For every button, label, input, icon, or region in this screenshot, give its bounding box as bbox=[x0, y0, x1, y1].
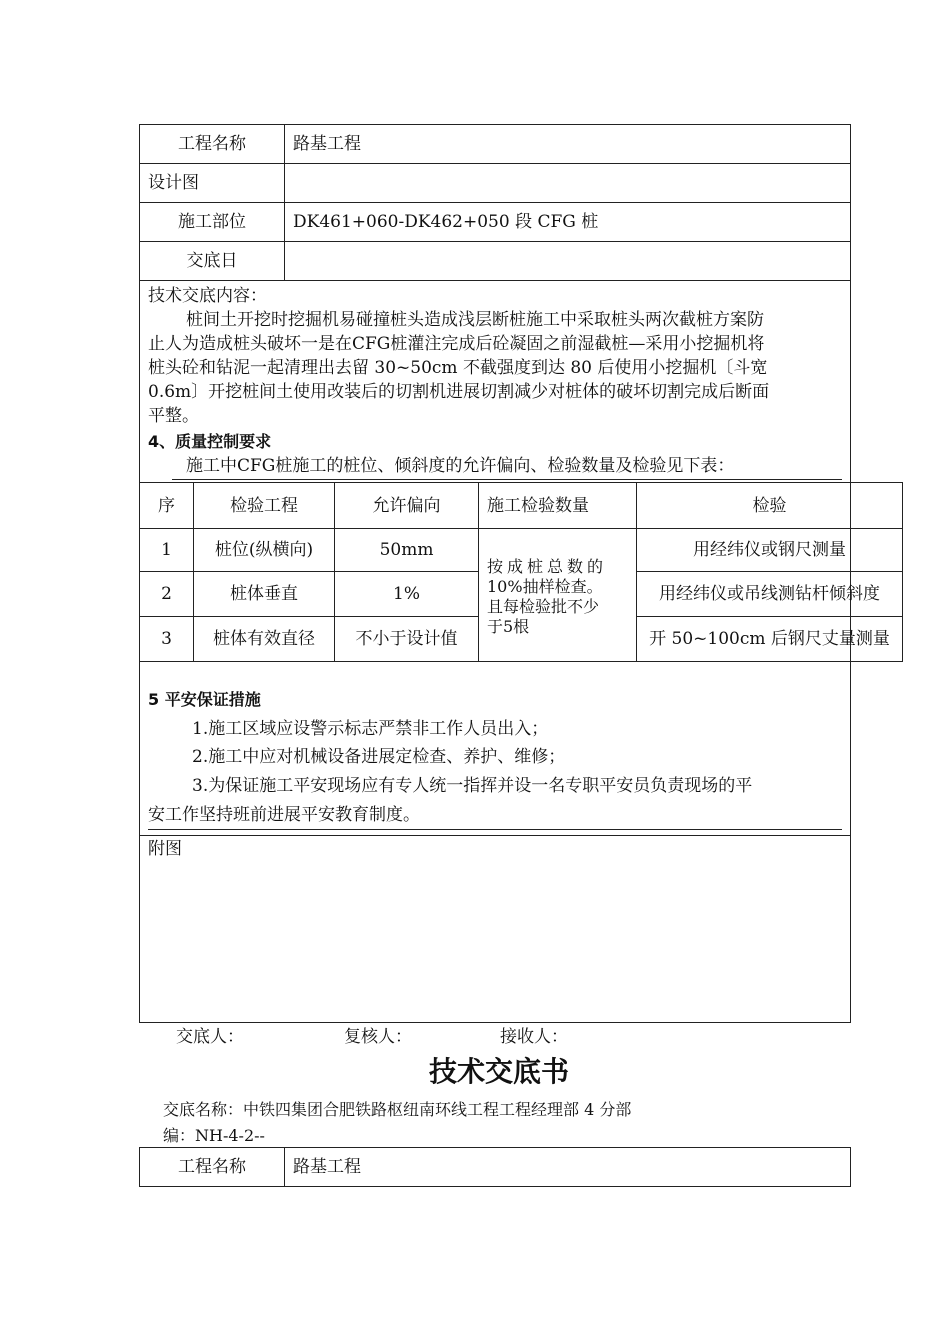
construction-section-label: 施工部位 bbox=[178, 212, 246, 232]
safety-item-1: 1.施工区域应设警示标志严禁非工作人员出入； bbox=[192, 719, 549, 739]
attachment-label: 附图 bbox=[148, 839, 182, 859]
project-name-value: 路基工程 bbox=[293, 134, 361, 154]
qc-row-method: 开 50~100cm 后钢尺丈量测量 bbox=[649, 629, 890, 649]
qc-row-tolerance: 50mm bbox=[379, 540, 434, 560]
safety-item-2: 2.施工中应对机械设备进展定检查、养护、维修； bbox=[192, 747, 566, 767]
construction-section-value: DK461+060-DK462+050 段 CFG 桩 bbox=[293, 212, 599, 232]
project-name-label: 工程名称 bbox=[178, 134, 246, 154]
qc-quantity-line-1: 按成桩总数的 bbox=[487, 557, 608, 576]
reviewer-label: 复核人： bbox=[344, 1027, 412, 1047]
qc-header-quantity: 施工检验数量 bbox=[487, 496, 589, 516]
content-heading: 技术交底内容： bbox=[148, 286, 267, 306]
qc-row-method: 用经纬仪或钢尺测量 bbox=[693, 540, 846, 560]
content-border-right bbox=[850, 280, 851, 1023]
content-para-line-3: 桩头砼和钻泥一起清理出去留 30~50cm 不截强度到达 80 后使用小挖掘机〔斗宽 bbox=[148, 358, 768, 378]
qc-row-item: 桩位(纵横向) bbox=[214, 540, 314, 560]
design-drawing-label: 设计图 bbox=[148, 173, 199, 193]
qc-quantity-line-4: 于5根 bbox=[487, 617, 530, 636]
safety-title: 5 平安保证措施 bbox=[148, 690, 261, 709]
document-code-line: 编：NH-4-2-- bbox=[163, 1126, 265, 1145]
handover-org-line: 交底名称：中铁四集团合肥铁路枢纽南环线工程工程经理部 4 分部 bbox=[163, 1100, 632, 1119]
safety-item-3-cont: 安工作坚持班前进展平安教育制度。 bbox=[148, 805, 420, 825]
section4-title: 4、质量控制要求 bbox=[148, 432, 272, 451]
doc2-project-name-label: 工程名称 bbox=[178, 1157, 246, 1177]
qc-row-tolerance: 不小于设计值 bbox=[355, 629, 458, 649]
qc-quantity-line-2: 10%抽样检查。 bbox=[487, 577, 603, 596]
qc-header-item: 检验工程 bbox=[230, 496, 298, 516]
safety-underline bbox=[148, 829, 842, 830]
doc2-project-name-value: 路基工程 bbox=[293, 1157, 361, 1177]
qc-header-no: 序 bbox=[158, 496, 175, 516]
qc-row-no: 1 bbox=[161, 540, 172, 560]
content-para-line-5: 平整。 bbox=[148, 406, 199, 426]
qc-quantity-line-3: 且每检验批不少 bbox=[487, 597, 600, 616]
qc-row-item: 桩体垂直 bbox=[230, 584, 298, 604]
handover-date-label: 交底日 bbox=[186, 251, 238, 271]
qc-row-tolerance: 1% bbox=[393, 584, 420, 604]
content-border-bottom bbox=[139, 1022, 851, 1023]
section4-intro: 施工中CFG桩施工的桩位、倾斜度的允许偏向、检验数量及检验见下表： bbox=[186, 456, 735, 476]
receiver-label: 接收人： bbox=[500, 1027, 568, 1047]
qc-row-no: 3 bbox=[161, 629, 172, 649]
qc-header-tolerance: 允许偏向 bbox=[372, 496, 441, 516]
qc-row-no: 2 bbox=[161, 584, 172, 604]
content-para-line-2: 止人为造成桩头破坏一是在CFG桩灌注完成后砼凝固之前湿截桩—采用小挖掘机将 bbox=[148, 334, 765, 354]
qc-header-method: 检验 bbox=[752, 496, 787, 516]
document-title: 技术交底书 bbox=[428, 1055, 569, 1088]
safety-item-3: 3.为保证施工平安现场应有专人统一指挥并设一名专职平安员负责现场的平 bbox=[192, 776, 753, 796]
section4-underline bbox=[172, 479, 842, 480]
qc-row-method: 用经纬仪或吊线测钻杆倾斜度 bbox=[659, 584, 880, 604]
attachment-divider bbox=[139, 835, 851, 836]
content-para-line-1: 桩间土开挖时挖掘机易碰撞桩头造成浅层断桩施工中采取桩头两次截桩方案防 bbox=[186, 310, 764, 330]
qc-row-item: 桩体有效直径 bbox=[213, 629, 315, 649]
content-para-line-4: 0.6m〕开挖桩间土使用改装后的切割机进展切割减少对桩体的破坏切割完成后断面 bbox=[148, 382, 770, 402]
handover-person-label: 交底人： bbox=[176, 1027, 244, 1047]
